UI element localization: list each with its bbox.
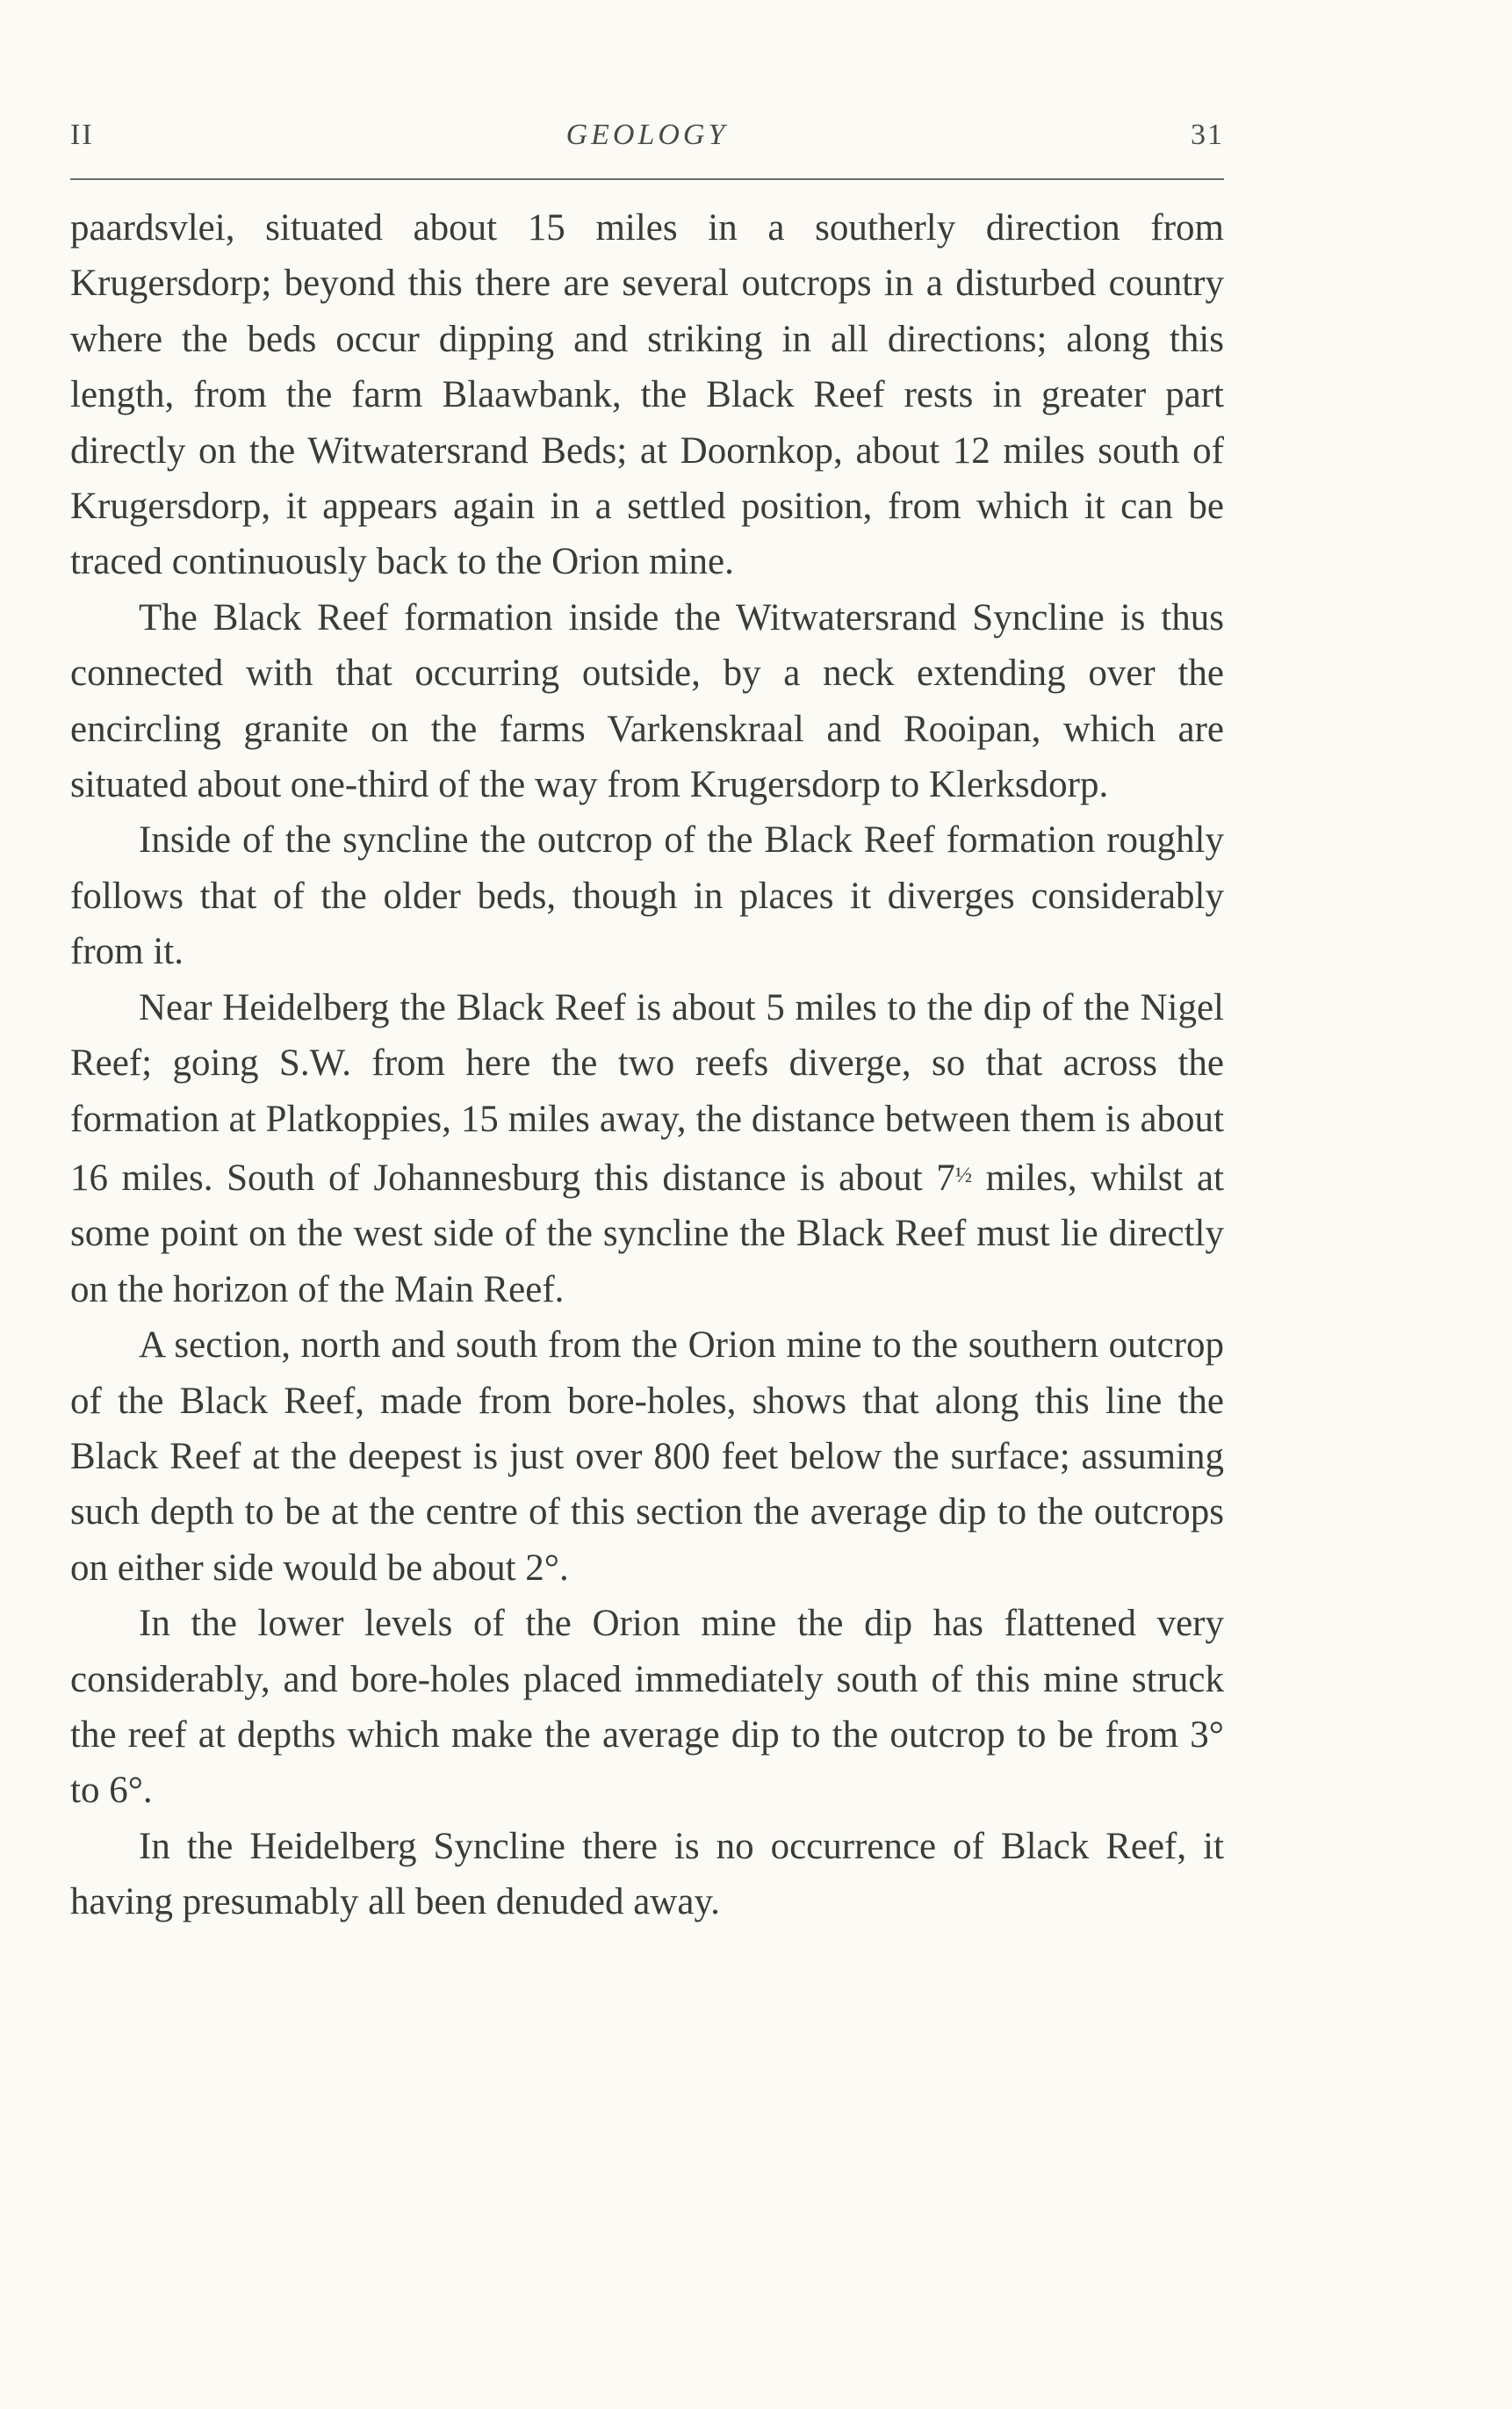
paragraph-syncline-connection: The Black Reef formation inside the Witwatersrand Syncline is thus connected with that occurring outside, by a neck extending over the encircling granite on the farms Varkenskraal and Rooipan, which are situated about one-third of the way from Krugersdorp to Klerksdorp. bbox=[70, 596, 1224, 806]
paragraph-section-boreholes: A section, north and south from the Orion mine to the southern outcrop of the Black Reef, made from bore-holes, shows that along this line the Black Reef at the deepest is just over 800 feet below the surface; assuming such depth to be at the centre of this section the average dip to the outcrops on either side would be about 2°. bbox=[70, 1324, 1224, 1589]
paragraph-outcrop: Inside of the syncline the outcrop of the Black Reef formation roughly follows that of the older beds, though in places it diverges considerably from it. bbox=[70, 819, 1224, 973]
paragraph-text-after-fraction: miles, whilst at some point on the west side of the syncline the Black Reef must lie directly on the horizon of the Main Reef. bbox=[70, 1157, 1224, 1310]
paragraph-text-before-fraction: Near Heidelberg the Black Reef is about 5 miles to the dip of the Nigel Reef; going S.W. from here the two reefs diverge, so that across the formation at Platkoppies, 15 miles away, the distance between them is about 16 miles. South of Johannesburg this distance is about 7 bbox=[70, 986, 1224, 1199]
page-number: 31 bbox=[1191, 119, 1224, 151]
paragraph-heidelberg-syncline: In the Heidelberg Syncline there is no occurrence of Black Reef, it having presumably all been denuded away. bbox=[70, 1825, 1224, 1923]
paragraph-heidelberg-distance bbox=[70, 980, 1224, 1317]
running-title: GEOLOGY bbox=[565, 119, 729, 151]
chapter-number: II bbox=[70, 119, 94, 151]
fraction-half: ½ bbox=[954, 1161, 973, 1187]
running-head bbox=[70, 116, 1224, 165]
body-text bbox=[70, 200, 1224, 1930]
paragraph-orion-dip: In the lower levels of the Orion mine the dip has flattened very considerably, and bore-holes placed immediately south of this mine struck the reef at depths which make the average dip to the outcrop to be from 3° to 6°. bbox=[70, 1603, 1224, 1812]
paragraph-continuation: paardsvlei, situated about 15 miles in a southerly direction from Krugersdorp; beyond this there are several outcrops in a disturbed country where the beds occur dipping and striking in all directions; along this length, from the farm Blaawbank, the Black Reef rests in greater part directly on the Witwatersrand Beds; at Doornkop, about 12 miles south of Krugersdorp, it appears again in a settled position, from which it can be traced continuously back to the Orion mine. bbox=[70, 207, 1224, 583]
header-rule bbox=[70, 178, 1224, 180]
